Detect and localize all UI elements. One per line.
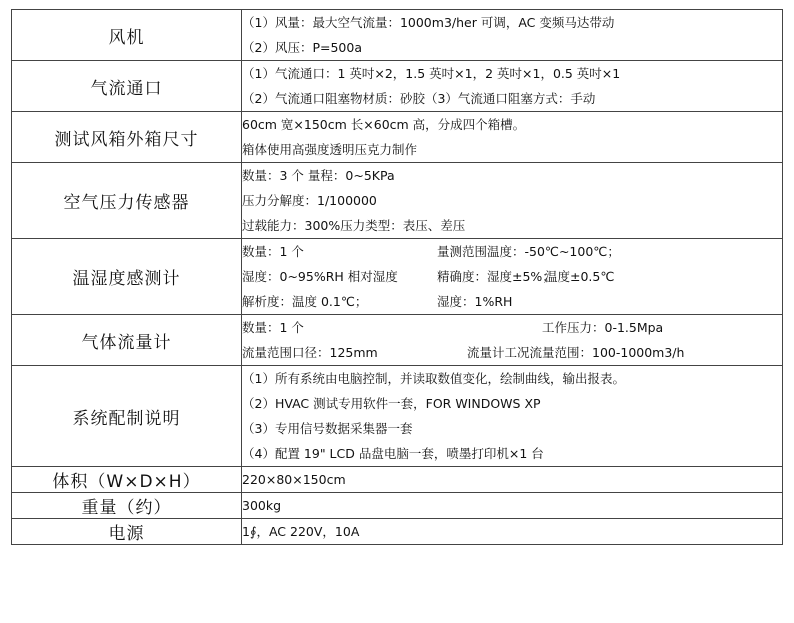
value-cell: 数量：1 个 xyxy=(242,320,304,335)
table-row xyxy=(12,467,783,493)
row-value xyxy=(242,315,783,366)
spec-table xyxy=(11,9,783,545)
value-cell: 流量计工况流量范围：100-1000m3/h xyxy=(467,345,685,360)
row-label: 空气压力传感器 xyxy=(12,163,242,239)
table-row xyxy=(12,163,783,239)
table-row xyxy=(12,61,783,112)
row-label: 体积（W×D×H） xyxy=(12,467,242,493)
table-row xyxy=(12,239,783,315)
row-value xyxy=(242,112,783,163)
row-label: 电源 xyxy=(12,519,242,545)
value-line: （2）HVAC 测试专用软件一套，FOR WINDOWS XP xyxy=(242,396,541,411)
value-line: （4）配置 19" LCD 品盘电脑一套，喷墨打印机×1 台 xyxy=(242,446,544,461)
value-line xyxy=(242,289,782,314)
value-cell: 工作压力：0-1.5Mpa xyxy=(542,320,664,335)
row-value xyxy=(242,61,783,112)
row-label: 重量（约） xyxy=(12,493,242,519)
table-row xyxy=(12,366,783,467)
value-line: （1）风量：最大空气流量：1000m3/her 可调，AC 变频马达带动 xyxy=(242,15,615,30)
value-line: （1）气流通口：1 英吋×2，1.5 英吋×1，2 英吋×1，0.5 英吋×1 xyxy=(242,66,621,81)
value-line: 过载能力：300%压力类型：表压、差压 xyxy=(242,218,466,233)
row-value xyxy=(242,519,783,545)
row-value xyxy=(242,163,783,239)
value-line: （3）专用信号数据采集器一套 xyxy=(242,421,413,436)
row-label: 气体流量计 xyxy=(12,315,242,366)
value-line: （2）气流通口阻塞物材质：砂胶（3）气流通口阻塞方式：手动 xyxy=(242,91,596,106)
row-value xyxy=(242,239,783,315)
value-line: 60cm 宽×150cm 长×60cm 高，分成四个箱槽。 xyxy=(242,117,526,132)
value-cell: 流量范围口径：125mm xyxy=(242,345,378,360)
row-label: 风机 xyxy=(12,10,242,61)
value-cell: 湿度：0~95%RH 相对湿度 xyxy=(242,269,398,284)
row-value xyxy=(242,366,783,467)
value-cell: 精确度：湿度±5%； xyxy=(437,269,555,284)
value-cell: 解析度：温度 0.1℃； xyxy=(242,294,368,309)
table-row xyxy=(12,315,783,366)
value-line xyxy=(242,315,782,340)
row-value xyxy=(242,467,783,493)
value-cell: 温度±0.5℃ xyxy=(545,269,615,284)
value-line: 1∮，AC 220V，10A xyxy=(242,524,360,539)
value-line: 数量：3 个 量程：0~5KPa xyxy=(242,168,395,183)
value-line xyxy=(242,264,782,289)
value-line: （1）所有系统由电脑控制，并读取数值变化，绘制曲线，输出报表。 xyxy=(242,371,625,386)
row-value xyxy=(242,493,783,519)
row-value xyxy=(242,10,783,61)
row-label: 系统配制说明 xyxy=(12,366,242,467)
value-line xyxy=(242,239,782,264)
value-line: 300kg xyxy=(242,498,282,513)
value-cell: 湿度：1%RH xyxy=(437,294,513,309)
row-label: 测试风箱外箱尺寸 xyxy=(12,112,242,163)
value-cell: 数量：1 个 xyxy=(242,244,304,259)
row-label: 气流通口 xyxy=(12,61,242,112)
value-line: （2）风压：P=500a xyxy=(242,40,362,55)
value-line xyxy=(242,340,782,365)
row-label: 温湿度感测计 xyxy=(12,239,242,315)
table-row xyxy=(12,519,783,545)
value-cell: 量测范围温度：-50℃~100℃； xyxy=(437,244,620,259)
table-row xyxy=(12,10,783,61)
value-line: 压力分解度：1/100000 xyxy=(242,193,377,208)
value-line: 箱体使用高强度透明压克力制作 xyxy=(242,142,418,157)
table-row xyxy=(12,112,783,163)
value-line: 220×80×150cm xyxy=(242,472,346,487)
table-row xyxy=(12,493,783,519)
